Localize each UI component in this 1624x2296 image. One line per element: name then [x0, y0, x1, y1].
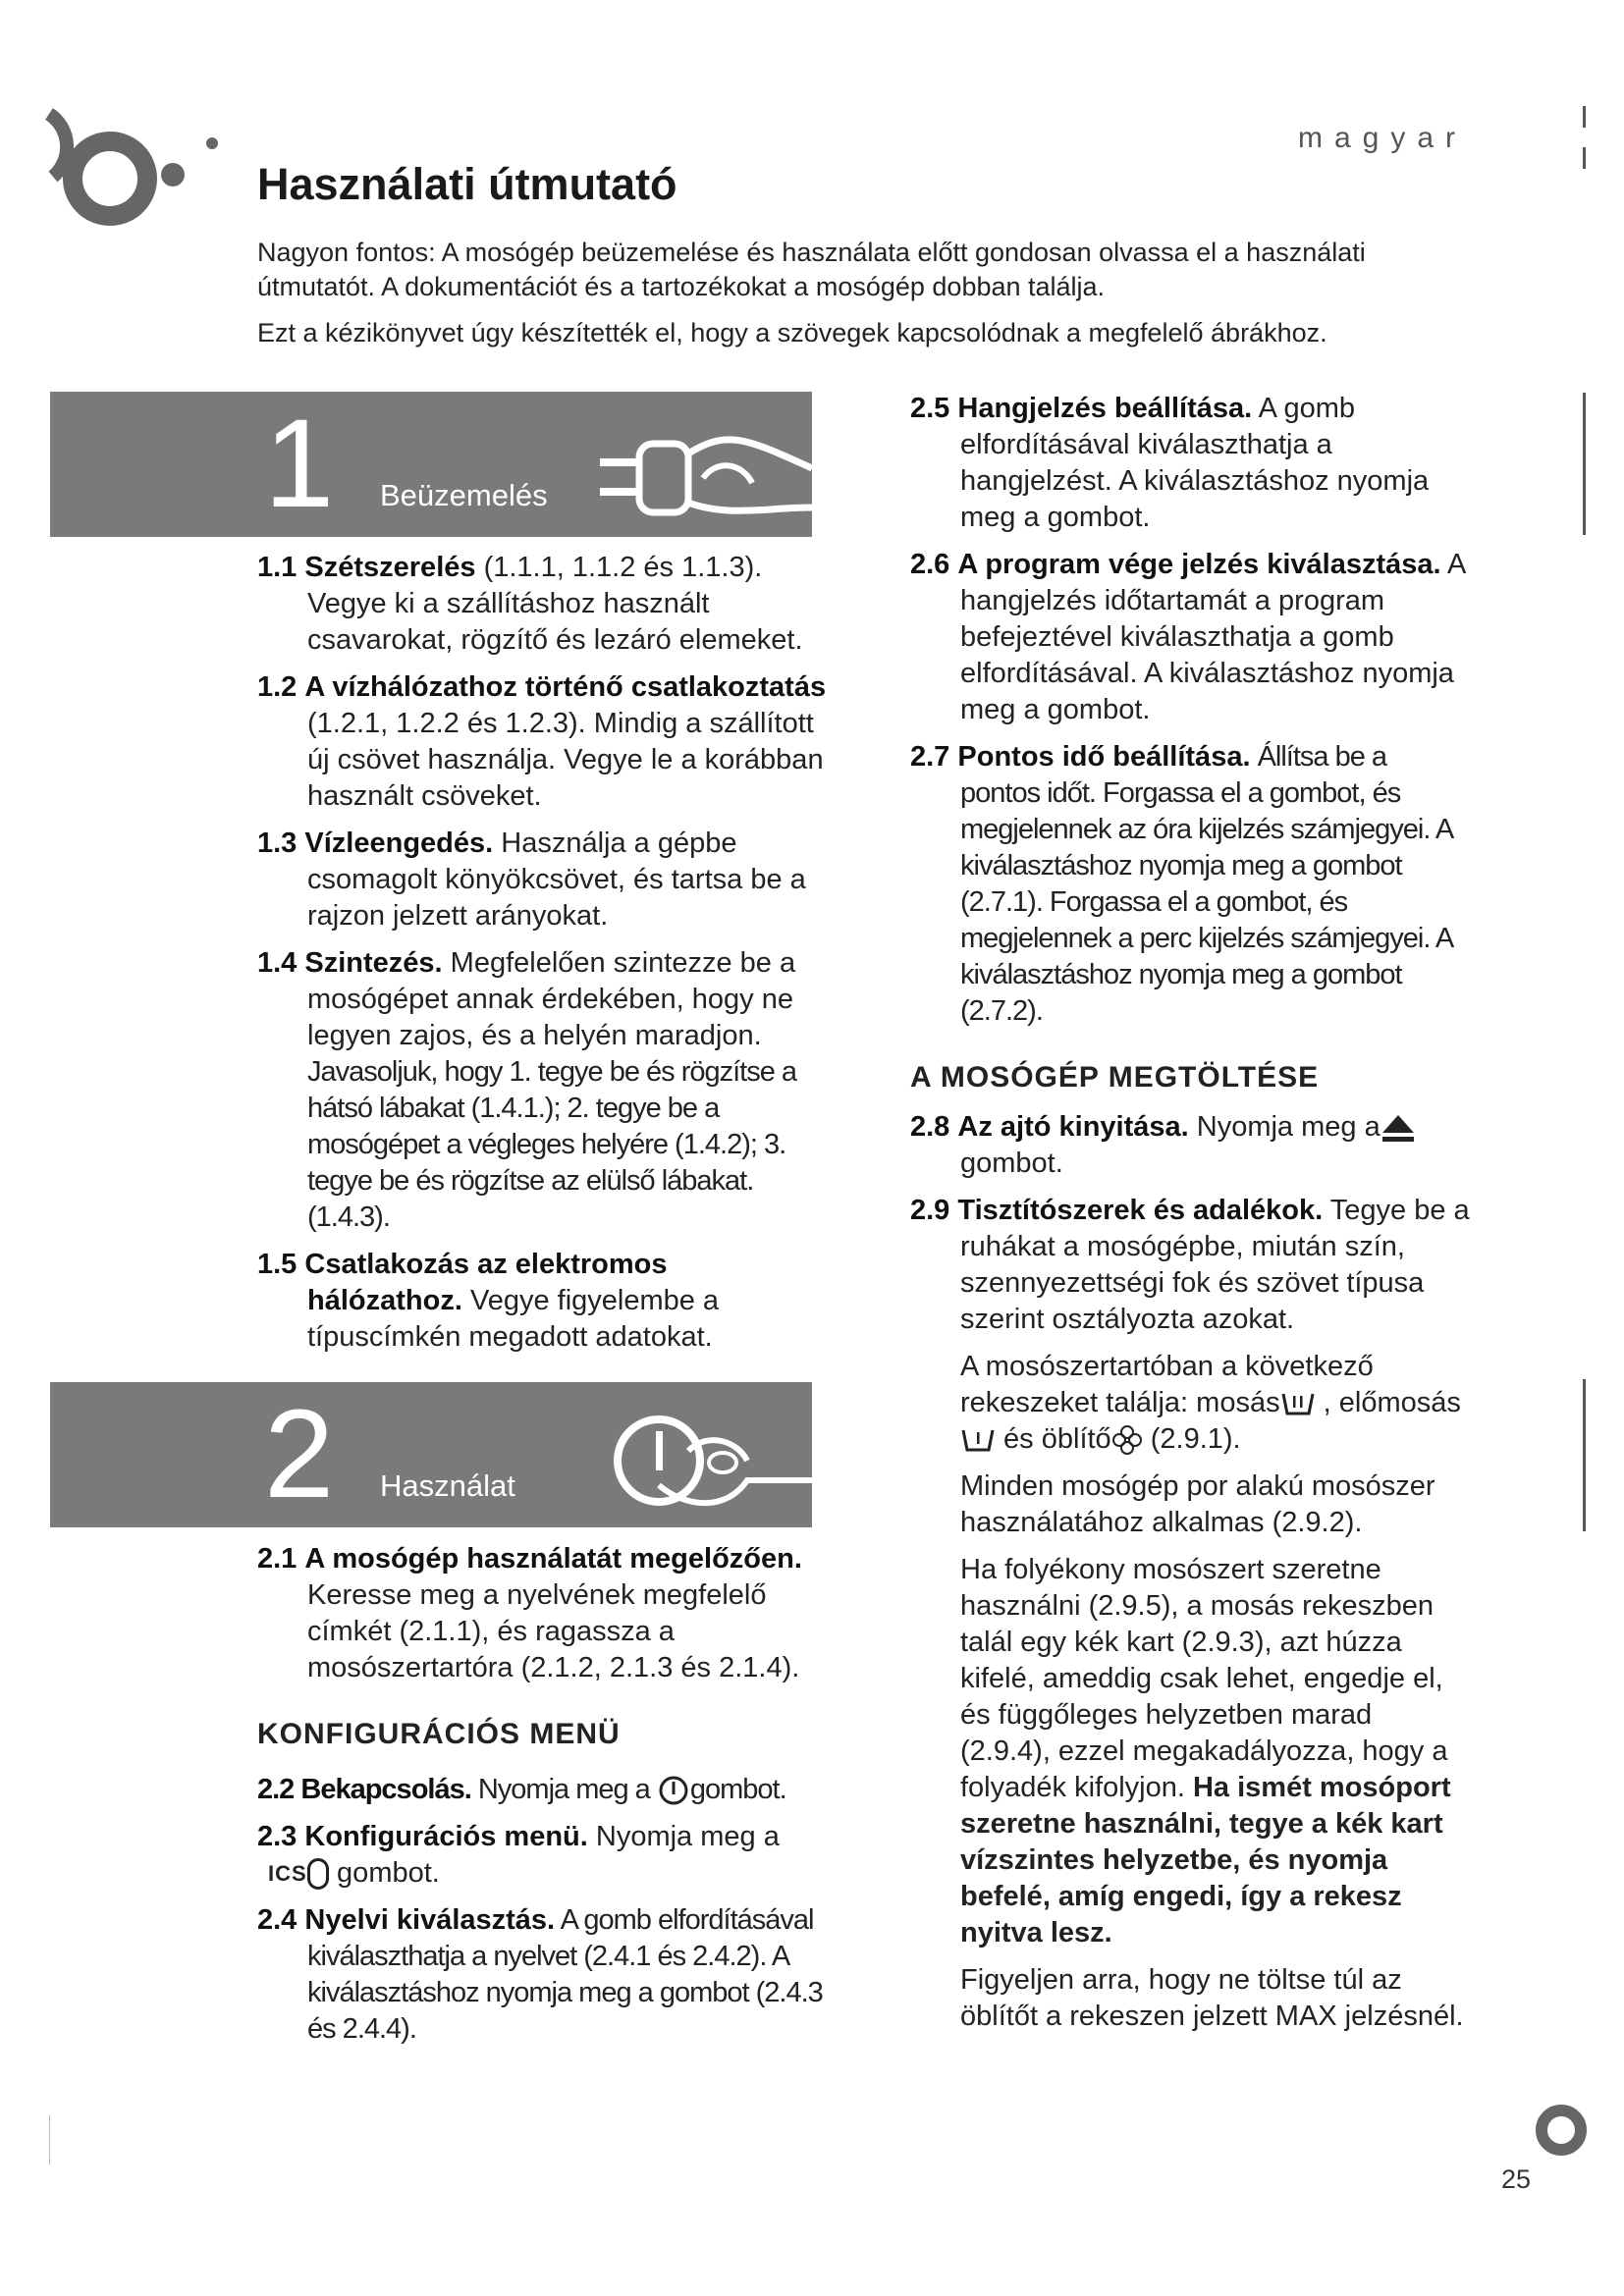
section-1-content: [257, 550, 827, 1366]
list-item: 1.4 Szintezés. Megfelelően szintezze be a mosógépet annak érdekében, hogy ne legyen zajos, és a helyén maradjon.: [257, 947, 796, 1051]
knob-hand-icon: [561, 1392, 812, 1527]
list-item: 2.8 Az ajtó kinyitása. Nyomja meg a gombot.: [910, 1109, 1470, 1182]
intro-paragraph: Nagyon fontos: A mosógép beüzemelése és használata előtt gondosan olvassa el a használati útmutatót. A dokumentációt és a tartozékokat a mosógép dobban találja.: [257, 238, 1366, 301]
page-title: Használati útmutató: [257, 159, 677, 209]
list-item: 2.7 Pontos idő beállítása. Állítsa be a pontos időt. Forgassa el a gombot, és megjelennek az óra kijelzés számjegyei. A kiválasztáshoz nyomja meg a gombot (2.7.1). Forgassa el a gombot, és megjelennek a perc kijelzés számjegyei. A kiválasztáshoz nyomja meg a gombot (2.7.2).: [910, 741, 1452, 1027]
ics-button-icon: ICS: [307, 1858, 329, 1890]
list-item: 2.2 Bekapcsolás. Nyomja meg a gombot.: [257, 1772, 827, 1808]
paragraph: Figyeljen arra, hogy ne töltse túl az öblítőt a rekeszen jelzett MAX jelzésnél.: [960, 1964, 1464, 2032]
list-item: 1.3 Vízleengedés. Használja a gépbe csomagolt könyökcsövet, és tartsa be a rajzon jelzett arányokat.: [257, 828, 806, 932]
paragraph: A mosószertartóban a következő rekeszeket találja: mosás , előmosás és öblítő (2.9.1).: [960, 1351, 1461, 1455]
section-heading: A MOSÓGÉP MEGTÖLTÉSE: [910, 1061, 1320, 1094]
list-item: 2.4 Nyelvi kiválasztás. A gomb elfordításával kiválaszthatja a nyelvet (2.4.1 és 2.4.2). A kiválasztáshoz nyomja meg a gombot (2.4.3 és 2.4.4).: [257, 1904, 823, 2045]
list-item: 1.1 Szétszerelés (1.1.1, 1.1.2 és 1.1.3). Vegye ki a szállításhoz használt csavarokat, rögzítő és lezáró elemeket.: [257, 552, 803, 656]
section-label: Beüzemelés: [380, 478, 548, 512]
intro-text: [257, 236, 1435, 362]
section-heading: KONFIGURÁCIÓS MENÜ: [257, 1718, 621, 1750]
list-item: 2.1 A mosógép használatát megelőzően. Keresse meg a nyelvének megfelelő címkét (2.1.1), és ragassza a mosószertartóra (2.1.2, 2.1.3 és 2.1.4).: [257, 1543, 802, 1683]
list-item: 2.6 A program vége jelzés kiválasztása. A hangjelzés időtartamát a program befejeztével kiválaszthatja a gomb elfordításával. A kiválasztáshoz nyomja meg a gombot.: [910, 549, 1465, 725]
section-number: 1: [264, 394, 335, 534]
margin-line: [1583, 1379, 1586, 1531]
margin-line: [1583, 393, 1586, 535]
power-button-icon: [657, 1774, 690, 1807]
list-item: 2.3 Konfigurációs menü. Nyomja meg a ICS gombot.: [257, 1821, 780, 1889]
eject-door-icon: [1380, 1113, 1416, 1143]
section-2-banner: [50, 1382, 812, 1527]
section-2-content-right: [910, 391, 1470, 2046]
margin-line: [49, 2115, 50, 2164]
margin-line: [1583, 106, 1586, 128]
section-number: 2: [264, 1384, 335, 1524]
softener-flower-icon: [1111, 1424, 1143, 1456]
prewash-compartment-icon: [960, 1426, 996, 1454]
plug-icon: [580, 409, 812, 537]
list-item: 1.2 A vízhálózathoz történő csatlakoztatás (1.2.1, 1.2.2 és 1.2.3). Mindig a szállított új csövet használja. Vegye le a korábban használt csöveket.: [257, 671, 827, 812]
paragraph: Ha folyékony mosószert szeretne használni (2.9.5), a mosás rekeszben talál egy kék kart (2.9.3), azt húzza kifelé, ameddig csak lehet, engedje el, és függőleges helyzetben marad (2.9.4), ezzel megakadályozza, hogy a folyadék kifolyjon. Ha ismét mosóport szeretne használni, tegye a kék kart vízszintes helyzetbe, és nyomja befelé, amíg engedi, így a rekesz nyitva lesz.: [960, 1554, 1451, 1949]
page-number: 25: [1500, 2164, 1531, 2194]
section-2-content-left: [257, 1541, 827, 2058]
paragraph: Minden mosógép por alakú mosószer használatához alkalmas (2.9.2).: [960, 1470, 1435, 1538]
margin-line: [1583, 147, 1586, 169]
list-item: 1.5 Csatlakozás az elektromos hálózathoz. Vegye figyelembe a típuscímkén megadott adatokat.: [257, 1249, 720, 1353]
language-label: magyar: [1297, 122, 1467, 154]
list-item-detail: Javasoljuk, hogy 1. tegye be és rögzítse a hátsó lábakat (1.4.1.); 2. tegye be a mosógépet a végleges helyére (1.4.2); 3. tegye be és rögzítse az elülső lábakat. (1.4.3).: [307, 1056, 797, 1233]
list-item: 2.9 Tisztítószerek és adalékok. Tegye be a ruhákat a mosógépbe, miután szín, szennyezettségi fok és szövet típusa szerint osztályozta azokat.: [910, 1195, 1470, 1335]
section-label: Használat: [380, 1468, 515, 1503]
intro-paragraph: Ezt a kézikönyvet úgy készítették el, hogy a szövegek kapcsolódnak a megfelelő ábrákhoz.: [257, 318, 1327, 347]
section-1-banner: [50, 392, 812, 537]
brand-logo-icon: [41, 108, 238, 236]
corner-circle-icon: [1532, 2101, 1591, 2160]
main-wash-compartment-icon: [1280, 1390, 1316, 1417]
list-item: 2.5 Hangjelzés beállítása. A gomb elfordításával kiválaszthatja a hangjelzést. A kiválasztáshoz nyomja meg a gombot.: [910, 393, 1430, 533]
